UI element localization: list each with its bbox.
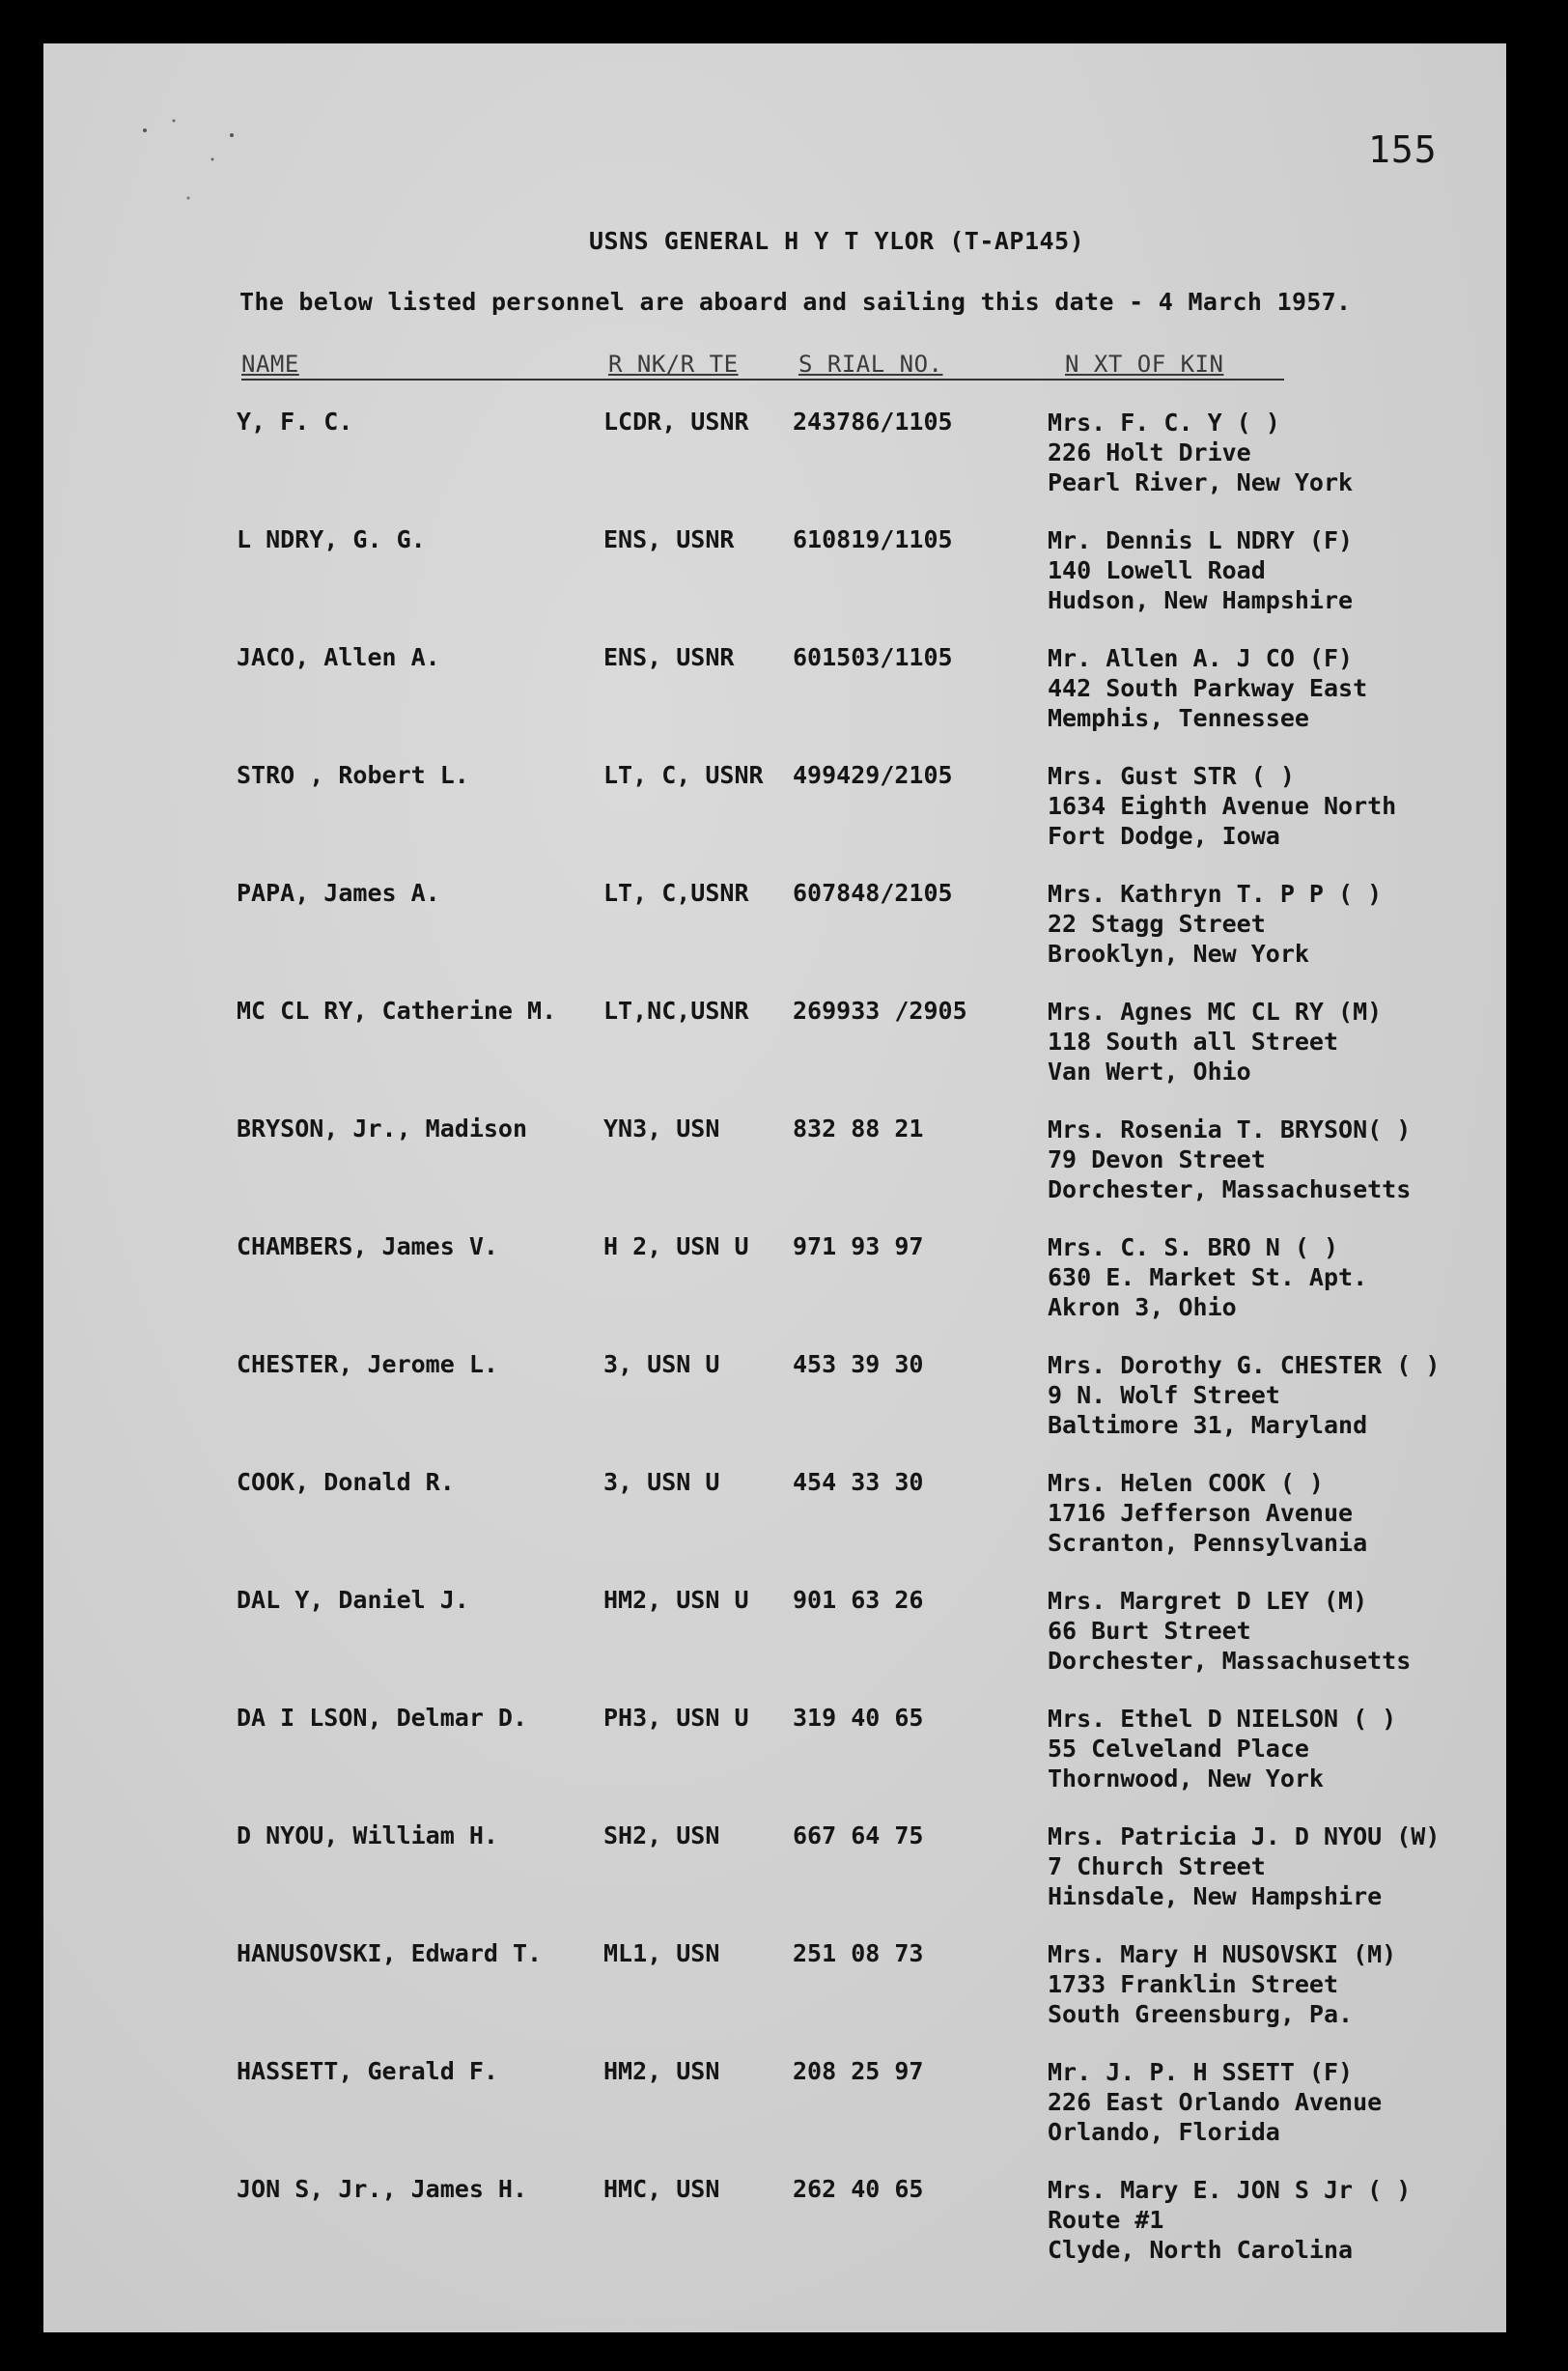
next-of-kin-line: 226 East Orlando Avenue	[1048, 2088, 1383, 2116]
personnel-serial: 601503/1105	[793, 643, 953, 671]
intro-statement: The below listed personnel are aboard and sailing this date - 4 March 1957.	[239, 288, 1352, 316]
next-of-kin-line: 226 Holt Drive	[1048, 438, 1251, 466]
personnel-serial: 454 33 30	[793, 1468, 924, 1496]
next-of-kin-line: 118 South all Street	[1048, 1028, 1339, 1056]
next-of-kin-line: Dorchester, Massachusetts	[1048, 1175, 1412, 1203]
document-title: USNS GENERAL H Y T YLOR (T-AP145)	[589, 227, 1085, 255]
personnel-row	[43, 1350, 1506, 1456]
next-of-kin-line: Mrs. F. C. Y ( )	[1048, 409, 1280, 437]
document-page	[43, 43, 1506, 2332]
next-of-kin-line: Mrs. Gust STR ( )	[1048, 762, 1295, 790]
personnel-row	[43, 997, 1506, 1103]
next-of-kin-line: Mr. Allen A. J CO (F)	[1048, 644, 1354, 672]
next-of-kin-line: Mrs. Helen COOK ( )	[1048, 1469, 1324, 1497]
next-of-kin	[1048, 879, 1382, 969]
page-number: 155	[1368, 128, 1438, 171]
next-of-kin-line: 1716 Jefferson Avenue	[1048, 1499, 1354, 1527]
next-of-kin-line: Mrs. Dorothy G. CHESTER ( )	[1048, 1351, 1441, 1379]
next-of-kin-line: Route #1	[1048, 2206, 1164, 2234]
header-name: NAME	[241, 351, 299, 378]
next-of-kin-line: 140 Lowell Road	[1048, 556, 1266, 584]
next-of-kin-line: 66 Burt Street	[1048, 1617, 1251, 1645]
personnel-row	[43, 1704, 1506, 1810]
personnel-name: Y, F. C.	[237, 408, 353, 436]
personnel-rank: 3, USN U	[603, 1468, 720, 1496]
next-of-kin	[1048, 997, 1382, 1087]
personnel-serial: 319 40 65	[793, 1704, 924, 1732]
personnel-name: L NDRY, G. G.	[237, 525, 426, 553]
personnel-serial: 610819/1105	[793, 525, 953, 553]
next-of-kin-line: 79 Devon Street	[1048, 1145, 1266, 1173]
next-of-kin-line: Mr. Dennis L NDRY (F)	[1048, 526, 1354, 554]
next-of-kin-line: Clyde, North Carolina	[1048, 2236, 1354, 2264]
personnel-row	[43, 1586, 1506, 1692]
personnel-row	[43, 1232, 1506, 1339]
personnel-serial: 251 08 73	[793, 1939, 924, 1967]
next-of-kin	[1048, 643, 1367, 733]
personnel-row	[43, 408, 1506, 514]
personnel-row	[43, 1821, 1506, 1928]
next-of-kin-line: Mrs. Patricia J. D NYOU (W)	[1048, 1822, 1441, 1850]
personnel-rank: HM2, USN	[603, 2057, 720, 2085]
personnel-row	[43, 1939, 1506, 2046]
personnel-row	[43, 761, 1506, 867]
personnel-rank: HMC, USN	[603, 2175, 720, 2203]
next-of-kin-line: Baltimore 31, Maryland	[1048, 1411, 1368, 1439]
next-of-kin-line: Orlando, Florida	[1048, 2118, 1280, 2146]
personnel-rank: LT,NC,USNR	[603, 997, 749, 1025]
next-of-kin-line: Memphis, Tennessee	[1048, 704, 1309, 732]
personnel-name: CHAMBERS, James V.	[237, 1232, 498, 1260]
next-of-kin-line: Pearl River, New York	[1048, 468, 1354, 496]
personnel-row	[43, 2175, 1506, 2281]
next-of-kin	[1048, 408, 1353, 497]
next-of-kin	[1048, 1350, 1440, 1440]
personnel-name: DA I LSON, Delmar D.	[237, 1704, 528, 1732]
next-of-kin-line: Mrs. Agnes MC CL RY (M)	[1048, 998, 1383, 1026]
personnel-serial: 971 93 97	[793, 1232, 924, 1260]
next-of-kin-line: Hinsdale, New Hampshire	[1048, 1882, 1383, 1910]
personnel-serial: 832 88 21	[793, 1115, 924, 1143]
personnel-name: PAPA, James A.	[237, 879, 440, 907]
next-of-kin	[1048, 1232, 1367, 1322]
header-underline	[241, 379, 1284, 381]
next-of-kin	[1048, 2057, 1382, 2147]
paper-specks	[97, 72, 290, 266]
personnel-serial: 262 40 65	[793, 2175, 924, 2203]
next-of-kin-line: Mrs. Mary H NUSOVSKI (M)	[1048, 1940, 1397, 1968]
next-of-kin-line: Mrs. Rosenia T. BRYSON( )	[1048, 1115, 1412, 1143]
personnel-name: HANUSOVSKI, Edward T.	[237, 1939, 543, 1967]
next-of-kin-line: Mrs. Mary E. JON S Jr ( )	[1048, 2176, 1412, 2204]
personnel-rank: HM2, USN U	[603, 1586, 749, 1614]
personnel-row	[43, 525, 1506, 632]
personnel-rank: 3, USN U	[603, 1350, 720, 1378]
personnel-name: D NYOU, William H.	[237, 1821, 498, 1849]
next-of-kin	[1048, 1468, 1367, 1558]
personnel-serial: 901 63 26	[793, 1586, 924, 1614]
next-of-kin	[1048, 761, 1396, 851]
personnel-row	[43, 643, 1506, 749]
next-of-kin-line: Mrs. Margret D LEY (M)	[1048, 1587, 1368, 1615]
personnel-serial: 607848/2105	[793, 879, 953, 907]
personnel-name: COOK, Donald R.	[237, 1468, 455, 1496]
next-of-kin	[1048, 1939, 1396, 2029]
next-of-kin-line: Fort Dodge, Iowa	[1048, 822, 1280, 850]
personnel-name: DAL Y, Daniel J.	[237, 1586, 469, 1614]
personnel-row	[43, 2057, 1506, 2163]
next-of-kin-line: Scranton, Pennsylvania	[1048, 1529, 1368, 1557]
next-of-kin-line: Mrs. Kathryn T. P P ( )	[1048, 880, 1383, 908]
header-serial: S RIAL NO.	[798, 351, 943, 378]
personnel-name: BRYSON, Jr., Madison	[237, 1115, 528, 1143]
personnel-row	[43, 879, 1506, 985]
personnel-serial: 269933 /2905	[793, 997, 967, 1025]
personnel-name: CHESTER, Jerome L.	[237, 1350, 498, 1378]
personnel-serial: 243786/1105	[793, 408, 953, 436]
next-of-kin	[1048, 1704, 1396, 1793]
next-of-kin	[1048, 1821, 1440, 1911]
personnel-rank: H 2, USN U	[603, 1232, 749, 1260]
next-of-kin-line: Akron 3, Ohio	[1048, 1293, 1237, 1321]
personnel-serial: 453 39 30	[793, 1350, 924, 1378]
next-of-kin-line: Hudson, New Hampshire	[1048, 586, 1354, 614]
next-of-kin-line: 1733 Franklin Street	[1048, 1970, 1339, 1998]
header-rank: R NK/R TE	[608, 351, 739, 378]
personnel-serial: 208 25 97	[793, 2057, 924, 2085]
next-of-kin	[1048, 1115, 1411, 1204]
personnel-row	[43, 1115, 1506, 1221]
personnel-serial: 667 64 75	[793, 1821, 924, 1849]
next-of-kin-line: Van Wert, Ohio	[1048, 1058, 1251, 1086]
next-of-kin-line: Brooklyn, New York	[1048, 940, 1309, 968]
next-of-kin-line: 9 N. Wolf Street	[1048, 1381, 1280, 1409]
next-of-kin	[1048, 2175, 1411, 2265]
personnel-rank: YN3, USN	[603, 1115, 720, 1143]
personnel-serial: 499429/2105	[793, 761, 953, 789]
personnel-name: JON S, Jr., James H.	[237, 2175, 528, 2203]
personnel-name: STRO , Robert L.	[237, 761, 469, 789]
personnel-rank: SH2, USN	[603, 1821, 720, 1849]
next-of-kin-line: 630 E. Market St. Apt.	[1048, 1263, 1368, 1291]
next-of-kin-line: 7 Church Street	[1048, 1852, 1266, 1880]
personnel-rank: ML1, USN	[603, 1939, 720, 1967]
next-of-kin-line: 22 Stagg Street	[1048, 910, 1266, 938]
personnel-rank: PH3, USN U	[603, 1704, 749, 1732]
next-of-kin-line: South Greensburg, Pa.	[1048, 2000, 1354, 2028]
next-of-kin	[1048, 525, 1353, 615]
next-of-kin-line: Mr. J. P. H SSETT (F)	[1048, 2058, 1354, 2086]
personnel-name: HASSETT, Gerald F.	[237, 2057, 498, 2085]
next-of-kin-line: 442 South Parkway East	[1048, 674, 1368, 702]
personnel-row	[43, 1468, 1506, 1574]
next-of-kin-line: 1634 Eighth Avenue North	[1048, 792, 1397, 820]
next-of-kin-line: Mrs. C. S. BRO N ( )	[1048, 1233, 1339, 1261]
personnel-name: MC CL RY, Catherine M.	[237, 997, 557, 1025]
personnel-rank: ENS, USNR	[603, 643, 735, 671]
next-of-kin-line: Mrs. Ethel D NIELSON ( )	[1048, 1705, 1397, 1733]
personnel-rank: LCDR, USNR	[603, 408, 749, 436]
personnel-rank: LT, C,USNR	[603, 879, 749, 907]
next-of-kin-line: 55 Celveland Place	[1048, 1735, 1309, 1763]
personnel-name: JACO, Allen A.	[237, 643, 440, 671]
next-of-kin-line: Dorchester, Massachusetts	[1048, 1647, 1412, 1675]
next-of-kin	[1048, 1586, 1411, 1676]
next-of-kin-line: Thornwood, New York	[1048, 1764, 1324, 1792]
personnel-rank: ENS, USNR	[603, 525, 735, 553]
personnel-rank: LT, C, USNR	[603, 761, 764, 789]
header-kin: N XT OF KIN	[1065, 351, 1224, 378]
